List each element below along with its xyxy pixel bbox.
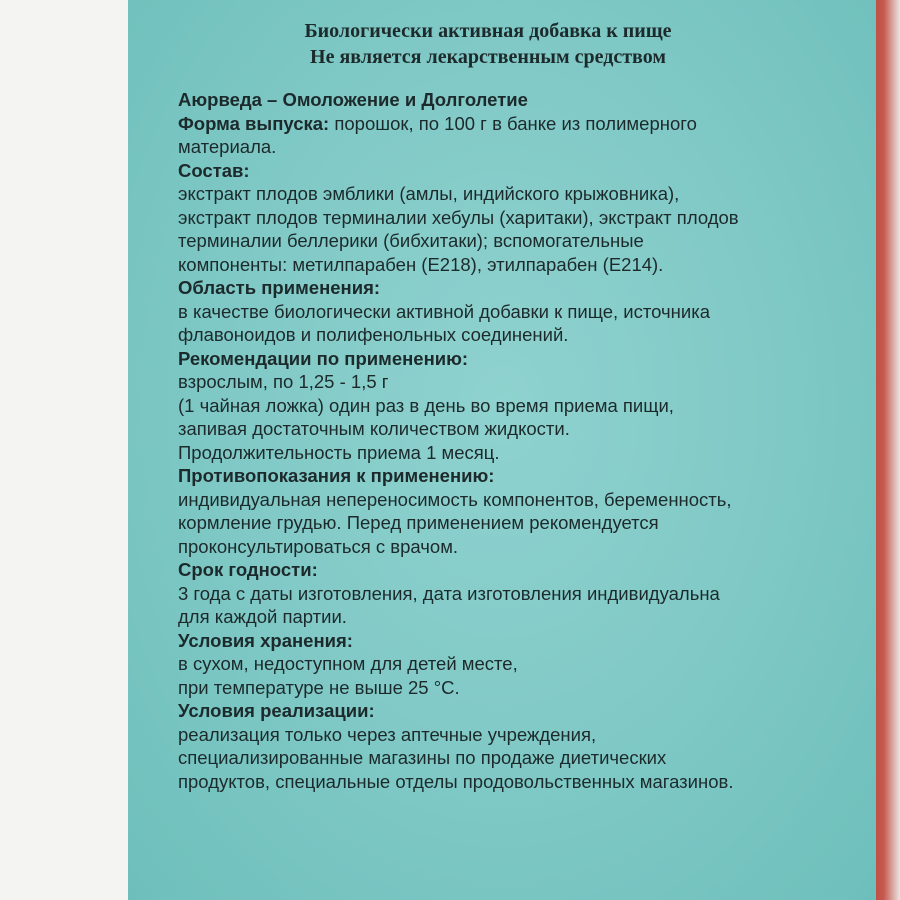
storage-heading: Условия хранения: <box>178 629 353 651</box>
application-heading: Область применения: <box>178 277 381 298</box>
recommendations-heading: Рекомендации по применению: <box>178 347 469 369</box>
recommendations-line: взрослым, по 1,25 - 1,5 г <box>178 371 389 392</box>
contraindications-line: проконсультироваться с врачом. <box>178 535 459 557</box>
release-form-heading: Форма выпуска: <box>178 112 330 134</box>
release-form-text-2: материала. <box>178 136 277 157</box>
notice-line-1: Биологически активная добавка к пище <box>304 20 672 42</box>
sale-conditions-heading: Условия реализации: <box>178 700 375 721</box>
label-panel <box>128 0 876 900</box>
release-form-text: порошок, по 100 г в банке из полимерного <box>329 112 697 134</box>
label-content <box>178 112 876 794</box>
release-form <box>178 112 876 136</box>
composition-line: экстракт плодов эмблики (амлы, индийского крыжовника), <box>178 183 680 204</box>
contraindications-line: индивидуальная непереносимость компонентов, беременность, <box>178 488 732 510</box>
shelf-life-heading: Срок годности: <box>178 559 318 580</box>
storage-line: при температуре не выше 25 °С. <box>178 676 460 698</box>
shelf-life-line: 3 года с даты изготовления, дата изготовления индивидуальна <box>178 582 720 604</box>
application-line: флавоноидов и полифенольных соединений. <box>178 324 569 345</box>
supplement-notice <box>168 18 808 70</box>
recommendations-line: запивая достаточным количеством жидкости. <box>178 418 570 439</box>
composition-heading: Состав: <box>178 159 250 181</box>
contraindications-line: кормление грудью. Перед применением рекомендуется <box>178 512 659 533</box>
contraindications-heading: Противопоказания к применению: <box>178 465 495 486</box>
composition-line: компоненты: метилпарабен (Е218), этилпарабен (Е214). <box>178 253 664 275</box>
storage-line: в сухом, недоступном для детей месте, <box>178 653 518 674</box>
application-line: в качестве биологически активной добавки к пище, источника <box>178 300 711 322</box>
notice-line-2: Не является лекарственным средством <box>310 46 666 68</box>
shelf-life-line: для каждой партии. <box>178 606 347 627</box>
sale-conditions-line: специализированные магазины по продаже диетических <box>178 747 667 768</box>
recommendations-line: Продолжительность приема 1 месяц. <box>178 441 500 463</box>
composition-line: экстракт плодов терминалии хебулы (харитаки), экстракт плодов <box>178 206 739 228</box>
sale-conditions-line: реализация только через аптечные учреждения, <box>178 723 597 745</box>
sale-conditions-line: продуктов, специальные отделы продовольственных магазинов. <box>178 770 734 792</box>
composition-line: терминалии беллерики (бибхитаки); вспомогательные <box>178 230 644 251</box>
recommendations-line: (1 чайная ложка) один раз в день во время приема пищи, <box>178 394 674 416</box>
product-name: Аюрведа – Омоложение и Долголетие <box>178 89 528 110</box>
